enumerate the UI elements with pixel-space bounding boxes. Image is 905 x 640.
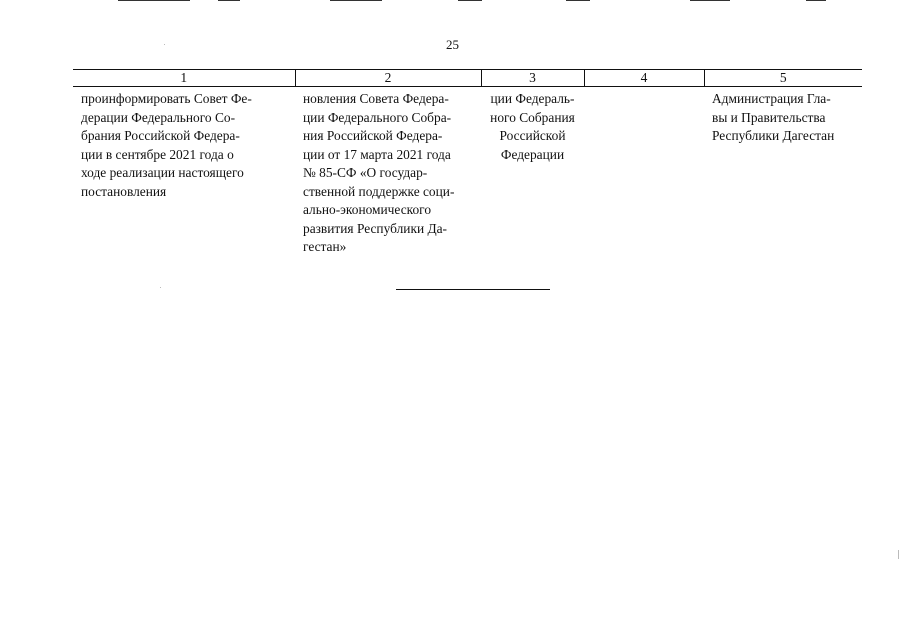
end-of-document-rule (396, 289, 550, 290)
column-number-4: 4 (584, 70, 704, 87)
cell-deadline (584, 87, 704, 257)
scan-speck (164, 44, 165, 45)
top-edge-rule (806, 0, 826, 1)
top-edge-rule (458, 0, 482, 1)
column-number-3: 3 (481, 70, 584, 87)
continuation-table (73, 69, 862, 257)
cell-responsible (704, 87, 862, 257)
column-number-1: 1 (73, 70, 295, 87)
scan-speck (898, 550, 899, 559)
column-number-5: 5 (704, 70, 862, 87)
top-edge-rule (690, 0, 730, 1)
cell-measure (73, 87, 295, 257)
column-number-2: 2 (295, 70, 481, 87)
table-row (73, 87, 862, 257)
top-edge-rule (218, 0, 240, 1)
top-edge-rule (118, 0, 190, 1)
page-number: 25 (446, 37, 459, 52)
basis-text: новления Совета Федера- ции Федерального Собра- ния Российской Федера- ции от 17 марта 2021 года № 85-СФ «О государ- ственной поддержке соци- ально-экономического развития Республики Да- гестан» (303, 91, 455, 254)
top-edge-rule (330, 0, 382, 1)
measure-text: проинформировать Совет Фе- дерации Федерального Со- брания Российской Федера- ции в сентябре 2021 года о ходе реализации настоящего постановления (81, 91, 252, 199)
top-edge-rule (566, 0, 590, 1)
cell-basis (295, 87, 481, 257)
recipient-text: ции Федераль- ного Собрания Российской Федерации (490, 91, 575, 162)
column-number-row (73, 70, 862, 87)
cell-recipient (481, 87, 584, 257)
responsible-text: Администрация Гла- вы и Правительства Республики Дагестан (712, 91, 835, 143)
scan-speck (160, 287, 161, 288)
